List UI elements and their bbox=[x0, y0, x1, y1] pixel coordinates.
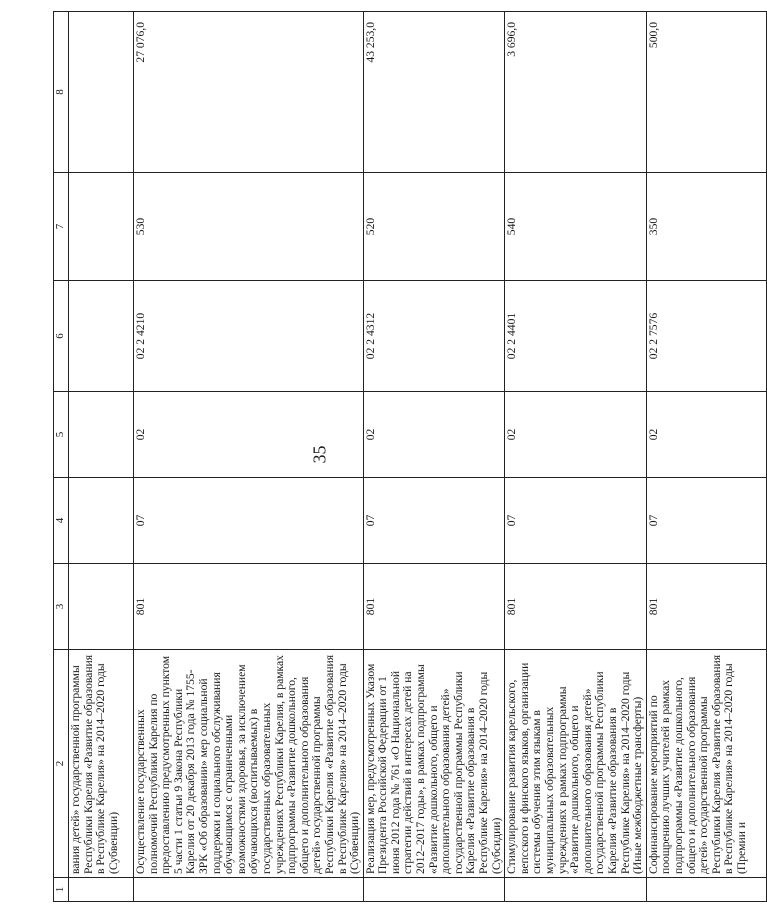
header-cell: 2 bbox=[54, 650, 69, 878]
table-header-row bbox=[54, 12, 69, 902]
page-number: 35 bbox=[309, 445, 330, 464]
subsection-cell: 02 bbox=[646, 392, 766, 478]
amount-cell: 500,0 bbox=[646, 12, 766, 173]
section-cell: 07 bbox=[505, 478, 647, 564]
budget-table bbox=[53, 11, 767, 902]
name-cell: Осуществление государственных полномочий Республики Карелия по предоставлению предусмотренных пунктом 5 части 1 статьи 9 Закона Республики Карелия от 20 декабря 2013 года № 1755-ЗРК «Об образовании» мер социальной поддержки и социального обслуживания обучающимся с ограниченными возможностями здоровья, за исключением обучающихся (воспитываемых) в государственных образовательных учреждениях Республики Карелия, в рамках подпрограммы «Развитие дошкольного, общего и дополнительного образования детей» государственной программы Республики Карелия «Развитие образования в Республике Карелия» на 2014–2020 годы (Субвенции) bbox=[134, 650, 364, 878]
name-cell: Стимулирование развития карельского, вепсского и финского языков, организации системы обучения этим языкам в муниципальных образовательных учреждениях в рамках подпрограммы «Развитие дошкольного, общего и дополнительного образования детей» государственной программы Республики Карелия «Развитие образования в Республике Карелия» на 2014–2020 годы (Иные межбюджетные трансферты) bbox=[505, 650, 647, 878]
table-row bbox=[505, 12, 647, 902]
target-cell: 02 2 7576 bbox=[646, 281, 766, 392]
expense-type-cell: 520 bbox=[363, 173, 505, 281]
table-row bbox=[363, 12, 505, 902]
rotated-page-content bbox=[0, 8, 748, 904]
table-row bbox=[134, 12, 364, 902]
amount-cell: 43 253,0 bbox=[363, 12, 505, 173]
name-cell: Софинансирование мероприятий по поощрению лучших учителей в рамках подпрограммы «Развитие дошкольного, общего и дополнительного образования детей» государственной программы Республики Карелия «Развитие образования в Республике Карелия» на 2014–2020 годы (Премии и bbox=[646, 650, 766, 878]
table-row bbox=[69, 12, 134, 902]
amount-cell: 3 696,0 bbox=[505, 12, 647, 173]
header-cell: 6 bbox=[54, 281, 69, 392]
amount-cell: 27 076,0 bbox=[134, 12, 364, 173]
number-cell bbox=[134, 878, 364, 902]
grbs-cell bbox=[69, 564, 134, 650]
header-cell: 1 bbox=[54, 878, 69, 902]
target-cell bbox=[69, 281, 134, 392]
number-cell bbox=[505, 878, 647, 902]
target-cell: 02 2 4401 bbox=[505, 281, 647, 392]
header-cell: 3 bbox=[54, 564, 69, 650]
grbs-cell: 801 bbox=[134, 564, 364, 650]
section-cell bbox=[69, 478, 134, 564]
section-cell: 07 bbox=[134, 478, 364, 564]
grbs-cell: 801 bbox=[505, 564, 647, 650]
subsection-cell: 02 bbox=[134, 392, 364, 478]
header-cell: 7 bbox=[54, 173, 69, 281]
name-cell: вания детей» государственной программы Республики Карелия «Развитие образования в Республике Карелия» на 2014–2020 годы (Субвенции) bbox=[69, 650, 134, 878]
header-cell: 5 bbox=[54, 392, 69, 478]
table-row bbox=[646, 12, 766, 902]
expense-type-cell: 350 bbox=[646, 173, 766, 281]
section-cell: 07 bbox=[646, 478, 766, 564]
expense-type-cell: 530 bbox=[134, 173, 364, 281]
target-cell: 02 2 4312 bbox=[363, 281, 505, 392]
subsection-cell: 02 bbox=[505, 392, 647, 478]
name-cell: Реализация мер, предусмотренных Указом Президента Российской Федерации от 1 июня 2012 года № 761 «О Национальной стратегии действий в интересах детей на 2012–2017 годы», в рамках подпрограммы «Развитие дошкольного, общего и дополнительного образования детей» государственной программы Республики Карелия «Развитие образования в Республике Карелия» на 2014–2020 годы (Субсидии) bbox=[363, 650, 505, 878]
number-cell bbox=[363, 878, 505, 902]
section-cell: 07 bbox=[363, 478, 505, 564]
grbs-cell: 801 bbox=[646, 564, 766, 650]
header-cell: 8 bbox=[54, 12, 69, 173]
subsection-cell bbox=[69, 392, 134, 478]
expense-type-cell bbox=[69, 173, 134, 281]
expense-type-cell: 540 bbox=[505, 173, 647, 281]
grbs-cell: 801 bbox=[363, 564, 505, 650]
subsection-cell: 02 bbox=[363, 392, 505, 478]
amount-cell bbox=[69, 12, 134, 173]
number-cell bbox=[69, 878, 134, 902]
header-cell: 4 bbox=[54, 478, 69, 564]
number-cell bbox=[646, 878, 766, 902]
target-cell: 02 2 4210 bbox=[134, 281, 364, 392]
